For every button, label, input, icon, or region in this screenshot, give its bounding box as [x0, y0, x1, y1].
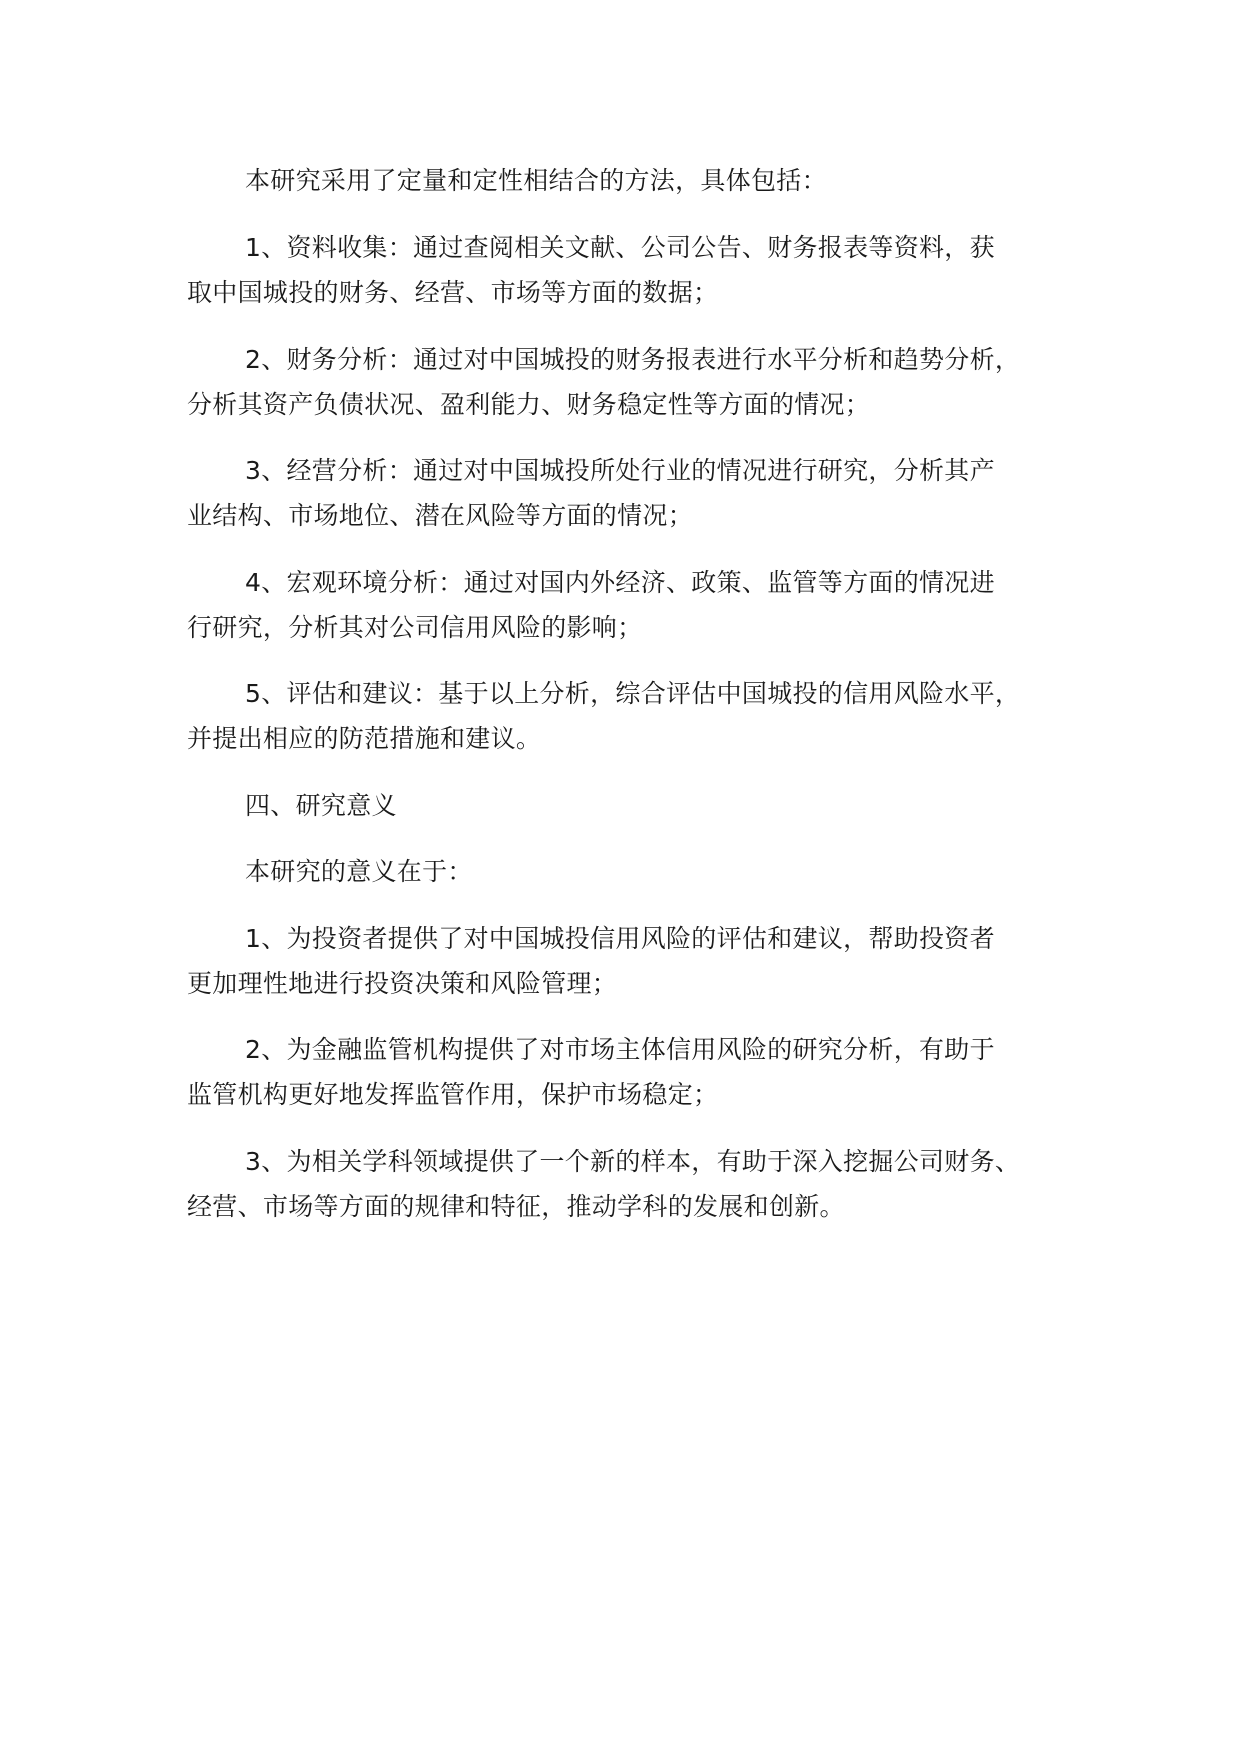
significance-item-3: [187, 1139, 1020, 1229]
method-item-5-line-1: 5、评估和建议：基于以上分析，综合评估中国城投的信用风险水平，: [245, 679, 1021, 708]
method-item-2-line-2: 分析其资产负债状况、盈利能力、财务稳定性等方面的情况；: [187, 390, 871, 419]
significance-item-2-line-1: 2、为金融监管机构提供了对市场主体信用风险的研究分析，有助于: [245, 1035, 995, 1064]
method-item-3: [187, 448, 995, 538]
significance-intro-text: 本研究的意义在于：: [245, 857, 473, 886]
significance-item-3-line-2: 经营、市场等方面的规律和特征，推动学科的发展和创新。: [187, 1192, 845, 1221]
method-item-2: [187, 337, 1020, 427]
method-item-5-line-2: 并提出相应的防范措施和建议。: [187, 724, 542, 753]
method-item-2-line-1: 2、财务分析：通过对中国城投的财务报表进行水平分析和趋势分析，: [245, 345, 1021, 374]
significance-item-2-line-2: 监管机构更好地发挥监管作用，保护市场稳定；: [187, 1080, 719, 1109]
significance-item-2: [187, 1027, 995, 1117]
method-item-4-line-1: 4、宏观环境分析：通过对国内外经济、政策、监管等方面的情况进: [245, 568, 995, 597]
significance-item-3-line-1: 3、为相关学科领域提供了一个新的样本，有助于深入挖掘公司财务、: [245, 1147, 1021, 1176]
methods-intro-paragraph: [187, 158, 827, 203]
section-heading: [187, 783, 397, 828]
method-item-3-line-2: 业结构、市场地位、潜在风险等方面的情况；: [187, 501, 694, 530]
methods-intro-text: 本研究采用了定量和定性相结合的方法，具体包括：: [245, 166, 827, 195]
method-item-4-line-2: 行研究，分析其对公司信用风险的影响；: [187, 613, 643, 642]
method-item-1: [187, 225, 995, 315]
method-item-5: [187, 671, 1020, 761]
method-item-3-line-1: 3、经营分析：通过对中国城投所处行业的情况进行研究，分析其产: [245, 456, 995, 485]
significance-item-1-line-2: 更加理性地进行投资决策和风险管理；: [187, 969, 618, 998]
method-item-1-line-2: 取中国城投的财务、经营、市场等方面的数据；: [187, 278, 719, 307]
method-item-4: [187, 560, 995, 650]
significance-item-1-line-1: 1、为投资者提供了对中国城投信用风险的评估和建议，帮助投资者: [245, 924, 995, 953]
section-heading-text: 四、研究意义: [245, 791, 397, 820]
significance-intro-paragraph: [187, 849, 473, 894]
significance-item-1: [187, 916, 995, 1006]
method-item-1-line-1: 1、资料收集：通过查阅相关文献、公司公告、财务报表等资料，获: [245, 233, 995, 262]
